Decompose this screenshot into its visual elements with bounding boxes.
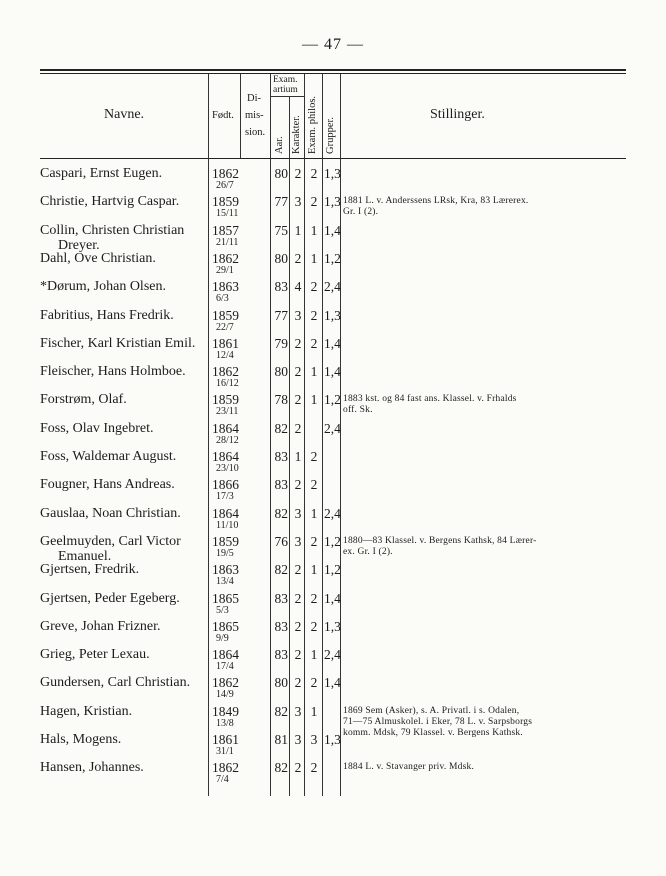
artium-year: 77 bbox=[274, 307, 288, 323]
birth-year: 1861 bbox=[212, 732, 239, 747]
header-dimission-1: Di- bbox=[247, 93, 261, 104]
person-name: Collin, Christen Christian bbox=[40, 222, 185, 238]
birth-year: 1857 bbox=[212, 222, 239, 238]
header-exam-artium-2: artium bbox=[273, 85, 298, 95]
groups: 2,4 bbox=[324, 420, 341, 436]
birth-date: 21/11 bbox=[216, 236, 239, 248]
person-name: Foss, Olav Ingebret. bbox=[40, 420, 154, 436]
artium-grade: 2 bbox=[294, 420, 302, 436]
position-note: 1880—83 Klassel. v. Bergens Kathsk, 84 Lærer- bbox=[343, 535, 537, 546]
birth-year: 1862 bbox=[212, 250, 239, 266]
position-note: 1884 L. v. Stavanger priv. Mdsk. bbox=[343, 762, 475, 773]
philos-grade: 1 bbox=[310, 250, 318, 266]
position-note: 1881 L. v. Anderssens LRsk, Kra, 83 Lærerex. bbox=[343, 196, 529, 207]
birth-year: 1862 bbox=[212, 364, 239, 380]
table-row bbox=[0, 449, 666, 477]
groups: 1,4 bbox=[324, 364, 341, 380]
table-row bbox=[0, 732, 666, 760]
artium-year: 79 bbox=[274, 335, 288, 351]
birth-year: 1859 bbox=[212, 307, 239, 323]
person-name: Gauslaa, Noan Christian. bbox=[40, 505, 181, 521]
position-note: 71—75 Almuskolel. i Eker, 78 L. v. Sarpsborgs bbox=[343, 716, 533, 727]
birth-year: 1861 bbox=[212, 335, 239, 351]
artium-year: 80 bbox=[274, 166, 288, 181]
artium-year: 82 bbox=[274, 420, 288, 436]
table-row bbox=[0, 364, 666, 392]
person-name: Fischer, Karl Kristian Emil. bbox=[40, 335, 196, 351]
position-note: ex. Gr. I (2). bbox=[343, 546, 393, 557]
artium-grade: 3 bbox=[294, 307, 302, 323]
philos-grade: 1 bbox=[310, 703, 318, 719]
groups: 2,4 bbox=[324, 279, 341, 295]
groups: 1,3 bbox=[324, 732, 341, 747]
philos-grade: 1 bbox=[310, 562, 318, 578]
table-row bbox=[0, 477, 666, 505]
position-note: off. Sk. bbox=[343, 405, 373, 416]
philos-grade: 1 bbox=[310, 222, 318, 238]
table-row bbox=[0, 336, 666, 364]
birth-date: 12/4 bbox=[216, 349, 234, 361]
birth-date: 14/9 bbox=[216, 689, 234, 701]
artium-grade: 2 bbox=[294, 647, 302, 663]
person-name: Christie, Hartvig Caspar. bbox=[40, 194, 180, 210]
table-row bbox=[0, 279, 666, 307]
header-top-rule-thin bbox=[40, 73, 626, 74]
artium-year: 82 bbox=[274, 562, 288, 578]
birth-date: 7/4 bbox=[216, 774, 229, 786]
table-row bbox=[0, 619, 666, 647]
groups: 1,3 bbox=[324, 307, 341, 323]
birth-year: 1864 bbox=[212, 420, 239, 436]
person-name: Gjertsen, Fredrik. bbox=[40, 562, 140, 578]
table-row bbox=[0, 223, 666, 251]
artium-grade: 2 bbox=[294, 562, 302, 578]
table-row bbox=[0, 647, 666, 675]
position-note: 1869 Sem (Asker), s. A. Privatl. i s. Odalen, bbox=[343, 705, 520, 716]
birth-date: 31/1 bbox=[216, 746, 234, 757]
birth-date: 22/7 bbox=[216, 321, 234, 333]
birth-year: 1859 bbox=[212, 392, 239, 408]
philos-grade: 1 bbox=[310, 364, 318, 380]
birth-year: 1864 bbox=[212, 505, 239, 521]
table-row bbox=[0, 534, 666, 562]
artium-grade: 2 bbox=[294, 760, 302, 776]
artium-grade: 2 bbox=[294, 590, 302, 606]
artium-year: 78 bbox=[274, 392, 288, 408]
position-note: komm. Mdsk, 79 Klassel. v. Bergens Kathsk. bbox=[343, 727, 523, 738]
artium-year: 83 bbox=[274, 449, 288, 464]
person-name: Fabritius, Hans Fredrik. bbox=[40, 307, 174, 323]
person-name: Grieg, Peter Lexau. bbox=[40, 647, 150, 663]
birth-date: 17/3 bbox=[216, 491, 234, 503]
philos-grade: 2 bbox=[310, 307, 318, 323]
artium-grade: 2 bbox=[294, 250, 302, 266]
table-row bbox=[0, 308, 666, 336]
table-row bbox=[0, 591, 666, 619]
person-name: Foss, Waldemar August. bbox=[40, 449, 177, 464]
groups: 1,3 bbox=[324, 166, 341, 181]
philos-grade: 2 bbox=[310, 449, 318, 464]
table-row bbox=[0, 166, 666, 194]
header-top-rule bbox=[40, 69, 626, 71]
header-exam-artium-1: Exam. bbox=[273, 75, 298, 85]
artium-grade: 2 bbox=[294, 675, 302, 691]
artium-year: 75 bbox=[274, 222, 288, 238]
header-karakter: Karakter. bbox=[291, 115, 302, 154]
person-name: Forstrøm, Olaf. bbox=[40, 392, 127, 408]
page-number: — 47 — bbox=[302, 36, 364, 53]
artium-year: 83 bbox=[274, 279, 288, 295]
philos-grade: 1 bbox=[310, 392, 318, 408]
birth-date: 16/12 bbox=[216, 378, 239, 390]
person-name: Fleischer, Hans Holmboe. bbox=[40, 364, 186, 380]
person-name-cont: Dreyer. bbox=[58, 237, 100, 253]
artium-grade: 3 bbox=[294, 703, 302, 719]
table-row bbox=[0, 506, 666, 534]
table-row bbox=[0, 703, 666, 738]
birth-date: 9/9 bbox=[216, 632, 229, 644]
artium-year: 83 bbox=[274, 477, 288, 493]
table-row bbox=[0, 675, 666, 703]
birth-year: 1862 bbox=[212, 675, 239, 691]
header-dimission-2: mis- bbox=[245, 110, 264, 121]
artium-grade: 2 bbox=[294, 477, 302, 493]
birth-date: 26/7 bbox=[216, 180, 234, 191]
artium-grade: 4 bbox=[294, 279, 302, 295]
person-name: Gjertsen, Peder Egeberg. bbox=[40, 590, 180, 606]
birth-date: 23/11 bbox=[216, 406, 239, 418]
philos-grade: 2 bbox=[310, 477, 318, 493]
artium-grade: 2 bbox=[294, 166, 302, 181]
person-name: Geelmuyden, Carl Victor bbox=[40, 533, 181, 549]
header-dimission-3: sion. bbox=[245, 127, 266, 138]
birth-date: 15/11 bbox=[216, 208, 239, 220]
artium-grade: 2 bbox=[294, 335, 302, 351]
birth-year: 1862 bbox=[212, 166, 239, 181]
header-bottom-rule bbox=[40, 158, 626, 159]
person-name: Dahl, Ove Christian. bbox=[40, 250, 156, 266]
birth-year: 1864 bbox=[212, 647, 239, 663]
header-fodt: Født. bbox=[212, 110, 234, 121]
birth-date: 6/3 bbox=[216, 293, 229, 305]
philos-grade: 2 bbox=[310, 618, 318, 634]
groups: 2,4 bbox=[324, 505, 341, 521]
birth-year: 1849 bbox=[212, 703, 239, 719]
artium-year: 77 bbox=[274, 194, 288, 210]
table-row bbox=[0, 562, 666, 590]
birth-date: 5/3 bbox=[216, 604, 229, 616]
header-exam-philos: Exam. philos. bbox=[307, 95, 318, 154]
artium-grade: 1 bbox=[294, 222, 302, 238]
groups: 1,4 bbox=[324, 675, 341, 691]
person-name: Fougner, Hans Andreas. bbox=[40, 477, 175, 493]
exam-artium-underline bbox=[270, 96, 304, 97]
artium-grade: 3 bbox=[294, 194, 302, 210]
birth-date: 13/4 bbox=[216, 576, 234, 588]
table-row bbox=[0, 392, 666, 420]
header-grupper: Grupper. bbox=[325, 116, 336, 154]
artium-year: 76 bbox=[274, 533, 288, 549]
artium-year: 83 bbox=[274, 618, 288, 634]
position-note: 1883 kst. og 84 fast ans. Klassel. v. Frhalds bbox=[343, 394, 517, 405]
artium-grade: 2 bbox=[294, 618, 302, 634]
position-note: Gr. I (2). bbox=[343, 207, 379, 218]
birth-year: 1864 bbox=[212, 449, 239, 464]
artium-year: 82 bbox=[274, 703, 288, 719]
artium-year: 82 bbox=[274, 760, 288, 776]
birth-date: 11/10 bbox=[216, 519, 239, 531]
birth-year: 1866 bbox=[212, 477, 239, 493]
artium-grade: 2 bbox=[294, 392, 302, 408]
groups: 1,4 bbox=[324, 222, 341, 238]
person-name: Hansen, Johannes. bbox=[40, 760, 144, 776]
birth-year: 1859 bbox=[212, 533, 239, 549]
groups: 1,2 bbox=[324, 533, 341, 549]
birth-year: 1865 bbox=[212, 590, 239, 606]
philos-grade: 2 bbox=[310, 166, 318, 181]
philos-grade: 3 bbox=[310, 732, 318, 747]
col-divider-dimission bbox=[240, 74, 241, 158]
birth-date: 28/12 bbox=[216, 434, 239, 446]
artium-grade: 3 bbox=[294, 732, 302, 747]
artium-year: 81 bbox=[274, 732, 288, 747]
artium-year: 83 bbox=[274, 647, 288, 663]
table-row bbox=[0, 760, 666, 788]
groups: 2,4 bbox=[324, 647, 341, 663]
header-navne: Navne. bbox=[104, 107, 145, 122]
person-name-cont: Emanuel. bbox=[58, 548, 112, 564]
groups: 1,4 bbox=[324, 590, 341, 606]
birth-year: 1863 bbox=[212, 279, 239, 295]
philos-grade: 2 bbox=[310, 760, 318, 776]
birth-date: 29/1 bbox=[216, 264, 234, 276]
birth-year: 1865 bbox=[212, 618, 239, 634]
artium-year: 80 bbox=[274, 364, 288, 380]
groups: 1,2 bbox=[324, 250, 341, 266]
artium-grade: 3 bbox=[294, 505, 302, 521]
header-aar: Aar. bbox=[274, 136, 285, 154]
person-name: Caspari, Ernst Eugen. bbox=[40, 166, 163, 181]
philos-grade: 1 bbox=[310, 647, 318, 663]
groups: 1,3 bbox=[324, 194, 341, 210]
artium-year: 83 bbox=[274, 590, 288, 606]
table-row bbox=[0, 421, 666, 449]
birth-date: 13/8 bbox=[216, 717, 234, 729]
artium-grade: 2 bbox=[294, 364, 302, 380]
person-name: Greve, Johan Frizner. bbox=[40, 618, 161, 634]
person-name: *Dørum, Johan Olsen. bbox=[40, 279, 166, 295]
birth-year: 1862 bbox=[212, 760, 239, 776]
philos-grade: 2 bbox=[310, 533, 318, 549]
philos-grade: 2 bbox=[310, 590, 318, 606]
groups: 1,4 bbox=[324, 335, 341, 351]
birth-date: 17/4 bbox=[216, 661, 234, 673]
person-name: Gundersen, Carl Christian. bbox=[40, 675, 191, 691]
table-row bbox=[0, 251, 666, 279]
groups: 1,2 bbox=[324, 392, 341, 408]
birth-date: 23/10 bbox=[216, 463, 239, 474]
header-stillinger: Stillinger. bbox=[430, 107, 485, 122]
artium-year: 82 bbox=[274, 505, 288, 521]
birth-year: 1859 bbox=[212, 194, 239, 210]
philos-grade: 2 bbox=[310, 335, 318, 351]
artium-year: 80 bbox=[274, 675, 288, 691]
artium-year: 80 bbox=[274, 250, 288, 266]
philos-grade: 2 bbox=[310, 194, 318, 210]
groups: 1,2 bbox=[324, 562, 341, 578]
philos-grade: 1 bbox=[310, 505, 318, 521]
table-row bbox=[0, 194, 666, 222]
birth-date: 19/5 bbox=[216, 547, 234, 559]
philos-grade: 2 bbox=[310, 279, 318, 295]
birth-year: 1863 bbox=[212, 562, 239, 578]
groups: 1,3 bbox=[324, 618, 341, 634]
person-name: Hals, Mogens. bbox=[40, 732, 122, 747]
philos-grade: 2 bbox=[310, 675, 318, 691]
person-name: Hagen, Kristian. bbox=[40, 703, 133, 719]
artium-grade: 1 bbox=[294, 449, 302, 464]
artium-grade: 3 bbox=[294, 533, 302, 549]
